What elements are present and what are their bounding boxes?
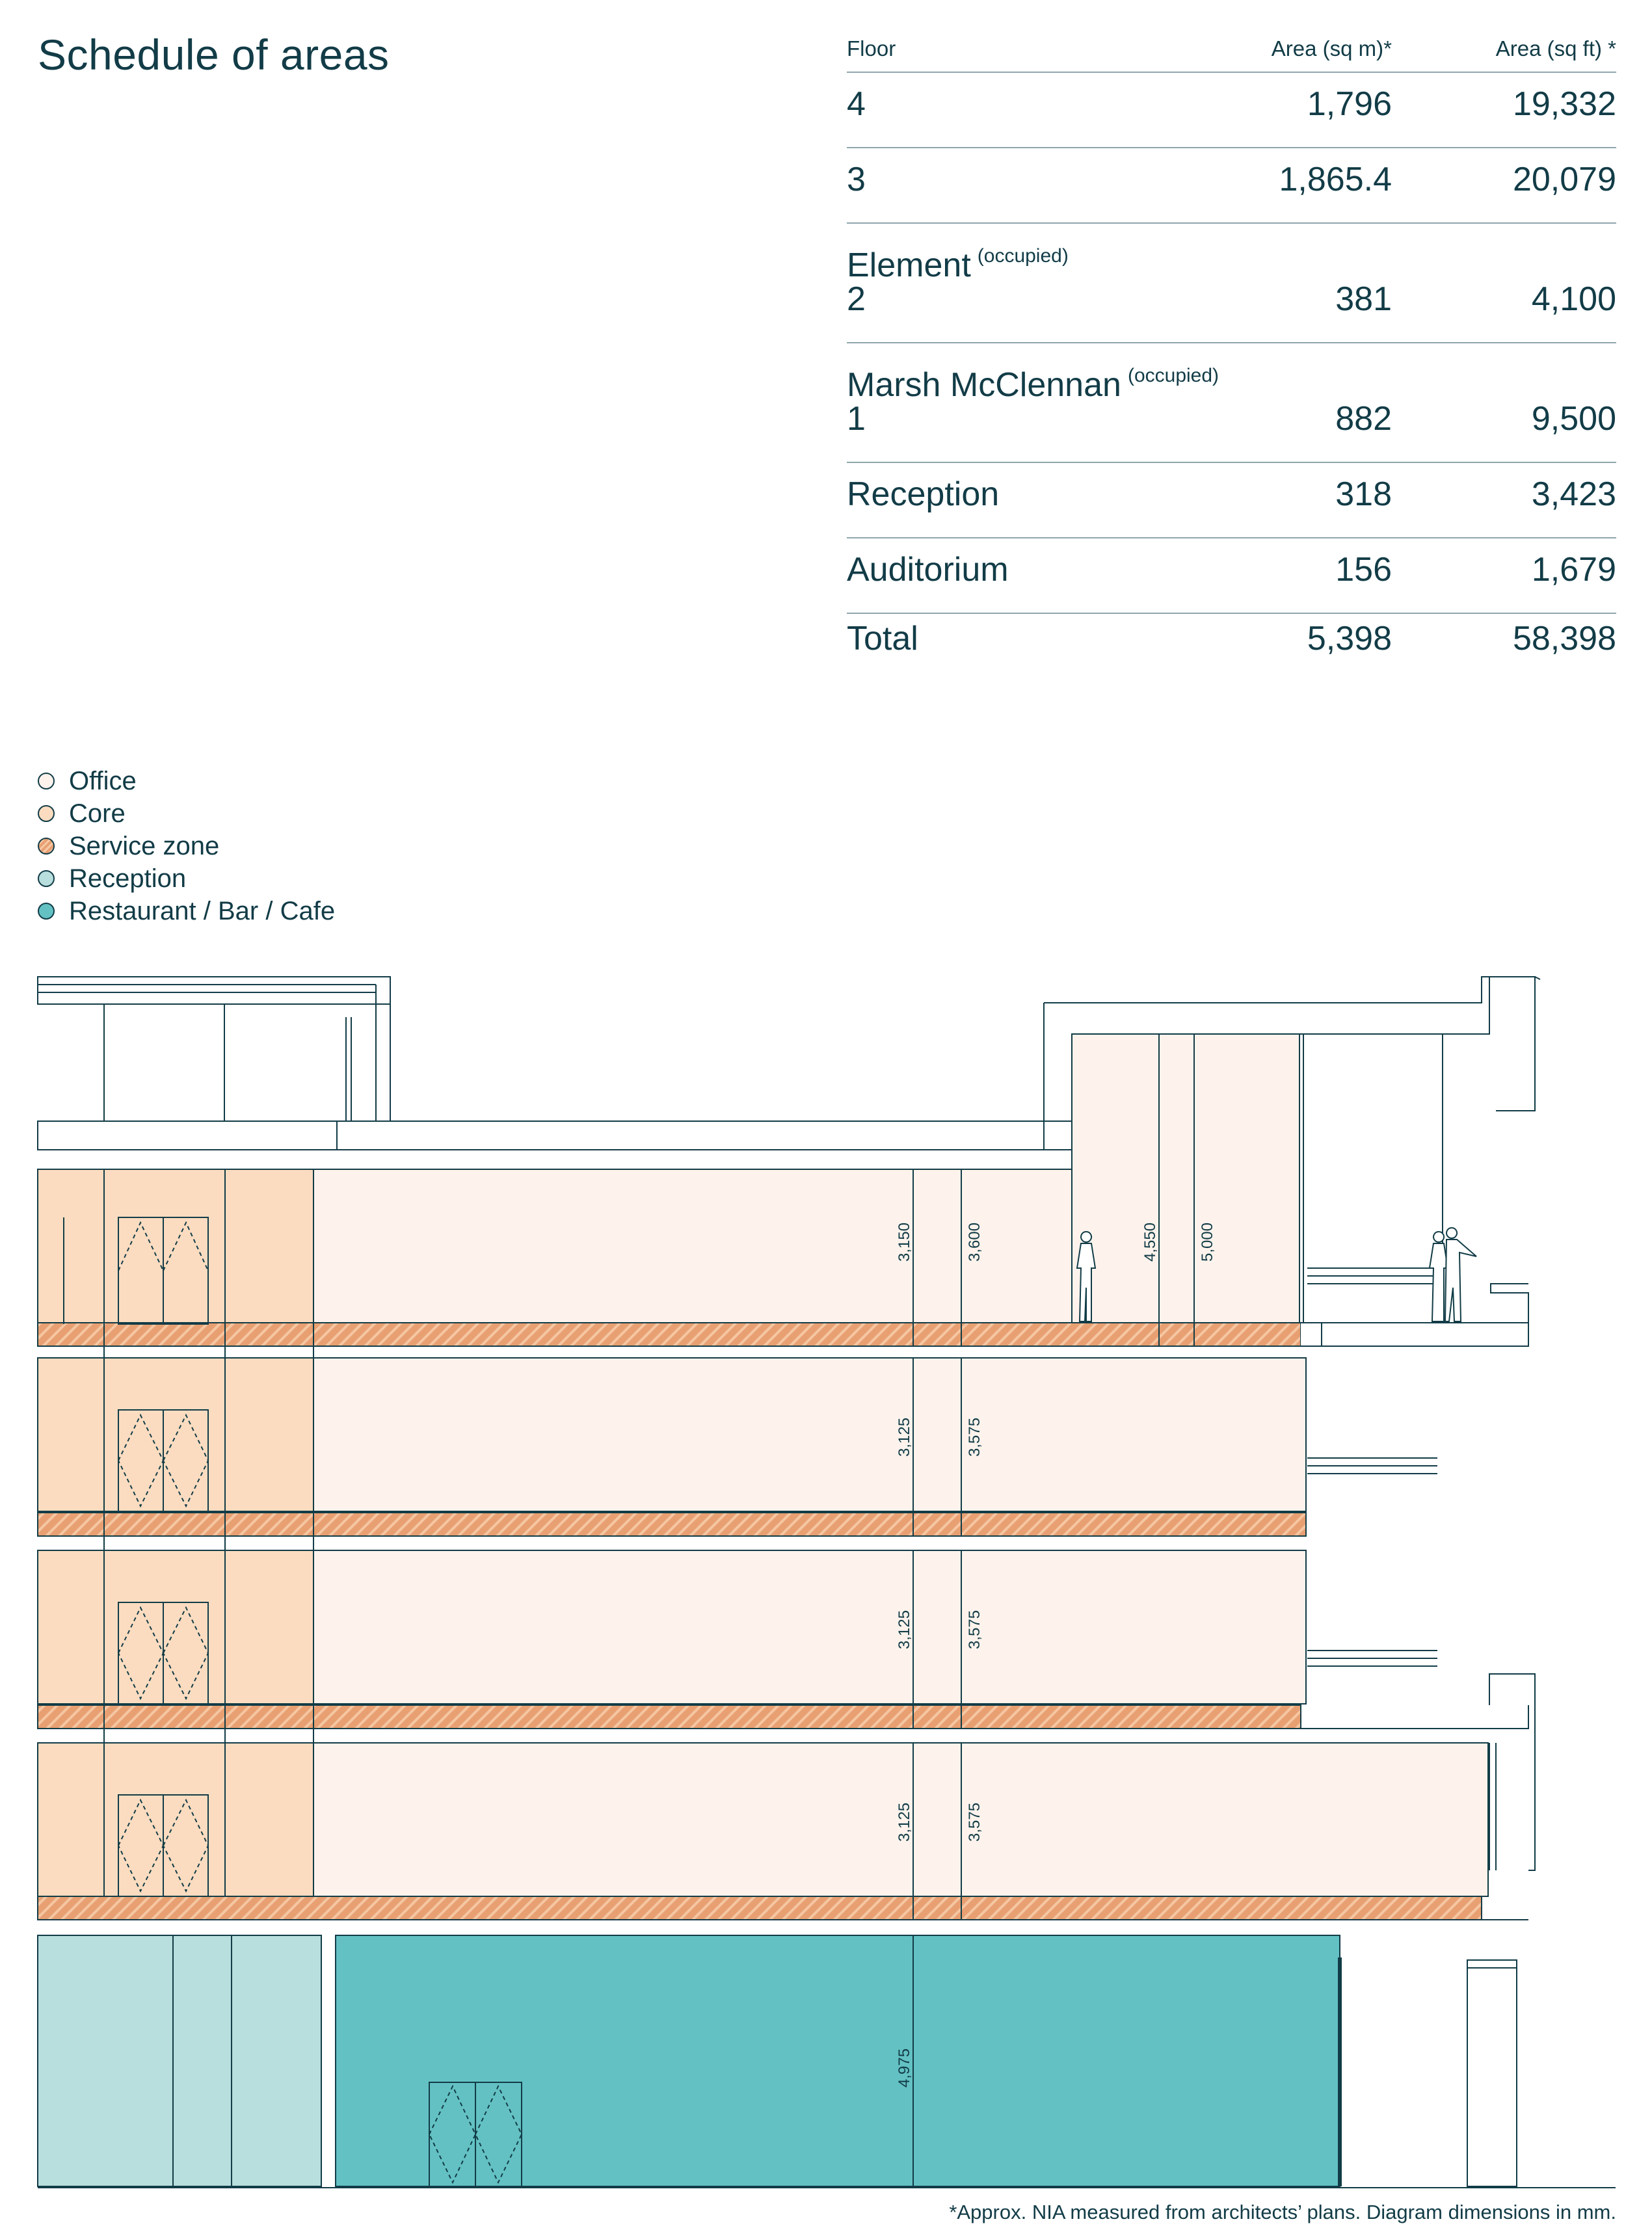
top-service-zone xyxy=(38,1323,1301,1346)
dimension-label: 3,150 xyxy=(896,1222,913,1262)
footnote: *Approx. NIA measured from architects’ plans. Diagram dimensions in mm. xyxy=(949,2201,1616,2223)
dimension-label: 3,600 xyxy=(966,1222,983,1262)
row-sqft: 4,100 xyxy=(1531,280,1616,318)
dimension-label: 4,550 xyxy=(1141,1222,1159,1262)
row-occupier xyxy=(847,246,1069,285)
row-occupier xyxy=(847,365,1219,404)
legend-label: Core xyxy=(69,799,126,828)
restaurant-swatch-icon xyxy=(38,903,55,920)
table-row-total xyxy=(847,614,1616,672)
row-sqm: 381 xyxy=(1335,280,1392,318)
roof-slab xyxy=(38,1121,337,1150)
core-swatch-icon xyxy=(38,805,55,822)
dimension-label: 3,125 xyxy=(896,1610,913,1649)
ground-column xyxy=(1467,1960,1517,2186)
header-floor: Floor xyxy=(847,36,896,60)
top-terrace xyxy=(1301,1284,1528,1346)
table-row xyxy=(847,343,1616,463)
header-sqft: Area (sq ft) * xyxy=(1495,36,1616,60)
reception-swatch-icon xyxy=(38,870,55,887)
page-title: Schedule of areas xyxy=(38,31,390,79)
dimension-label: 3,575 xyxy=(966,1610,983,1649)
row-floor: 3 xyxy=(847,161,866,198)
roof-cap xyxy=(1535,977,1540,979)
table-header xyxy=(847,33,1616,73)
table-row xyxy=(847,224,1616,343)
restaurant-zone xyxy=(336,1935,1340,2186)
dimension-label: 3,575 xyxy=(966,1802,983,1842)
total-label: Total xyxy=(847,620,918,657)
row-sqm: 882 xyxy=(1335,400,1392,438)
roof-slab xyxy=(337,1121,1072,1150)
table-row xyxy=(847,463,1616,538)
dimension-label: 4,975 xyxy=(896,2048,913,2088)
dimension-label: 3,575 xyxy=(966,1417,983,1457)
floor-2-service-zone xyxy=(38,1705,1301,1729)
occupied-note: (occupied) xyxy=(977,245,1069,267)
building-section-diagram xyxy=(0,962,1652,2198)
legend xyxy=(38,765,335,927)
row-floor: Auditorium xyxy=(847,551,1009,589)
legend-item-core xyxy=(38,797,335,830)
dimension-label: 5,000 xyxy=(1199,1222,1216,1262)
legend-item-restaurant xyxy=(38,895,335,927)
row-floor: 1 xyxy=(847,400,866,438)
legend-label: Reception xyxy=(69,864,187,893)
dimension-label: 3,125 xyxy=(896,1802,913,1842)
top-office-extension xyxy=(1072,1034,1299,1323)
legend-label: Office xyxy=(69,766,137,795)
occupier-name: Marsh McClennan xyxy=(847,366,1121,404)
top-core-zone xyxy=(38,1169,313,1323)
legend-item-service-zone xyxy=(38,830,335,862)
areas-table xyxy=(847,33,1616,672)
header-sqm: Area (sq m)* xyxy=(1271,36,1392,60)
total-sqft: 58,398 xyxy=(1512,620,1616,657)
table-row xyxy=(847,148,1616,224)
row-sqft: 20,079 xyxy=(1512,161,1616,198)
table-row xyxy=(847,538,1616,614)
row-sqft: 9,500 xyxy=(1531,400,1616,438)
dimension-label: 3,125 xyxy=(896,1417,913,1457)
office-swatch-icon xyxy=(38,773,55,789)
row-sqm: 156 xyxy=(1335,551,1392,589)
row-sqft: 1,679 xyxy=(1531,551,1616,589)
row-sqm: 1,865.4 xyxy=(1279,161,1392,198)
row-sqft: 19,332 xyxy=(1512,85,1616,123)
occupied-note: (occupied) xyxy=(1127,365,1219,386)
service-zone-swatch-icon xyxy=(38,838,55,855)
legend-label: Service zone xyxy=(69,831,220,860)
floor-1-service-zone xyxy=(38,1896,1482,1920)
row-sqft: 3,423 xyxy=(1531,475,1616,513)
legend-item-office xyxy=(38,765,335,797)
roof-parapet xyxy=(38,977,390,1004)
reception-zone xyxy=(38,1935,321,2186)
row-floor: 2 xyxy=(847,280,866,318)
occupier-name: Element xyxy=(847,246,971,284)
legend-label: Restaurant / Bar / Cafe xyxy=(69,896,336,925)
table-row xyxy=(847,73,1616,148)
legend-item-reception xyxy=(38,862,335,895)
floor-3-service-zone xyxy=(38,1513,1306,1536)
row-sqm: 1,796 xyxy=(1307,85,1392,123)
row-floor: Reception xyxy=(847,475,1000,513)
row-sqm: 318 xyxy=(1335,475,1392,513)
row-floor: 4 xyxy=(847,85,866,123)
total-sqm: 5,398 xyxy=(1307,620,1392,657)
